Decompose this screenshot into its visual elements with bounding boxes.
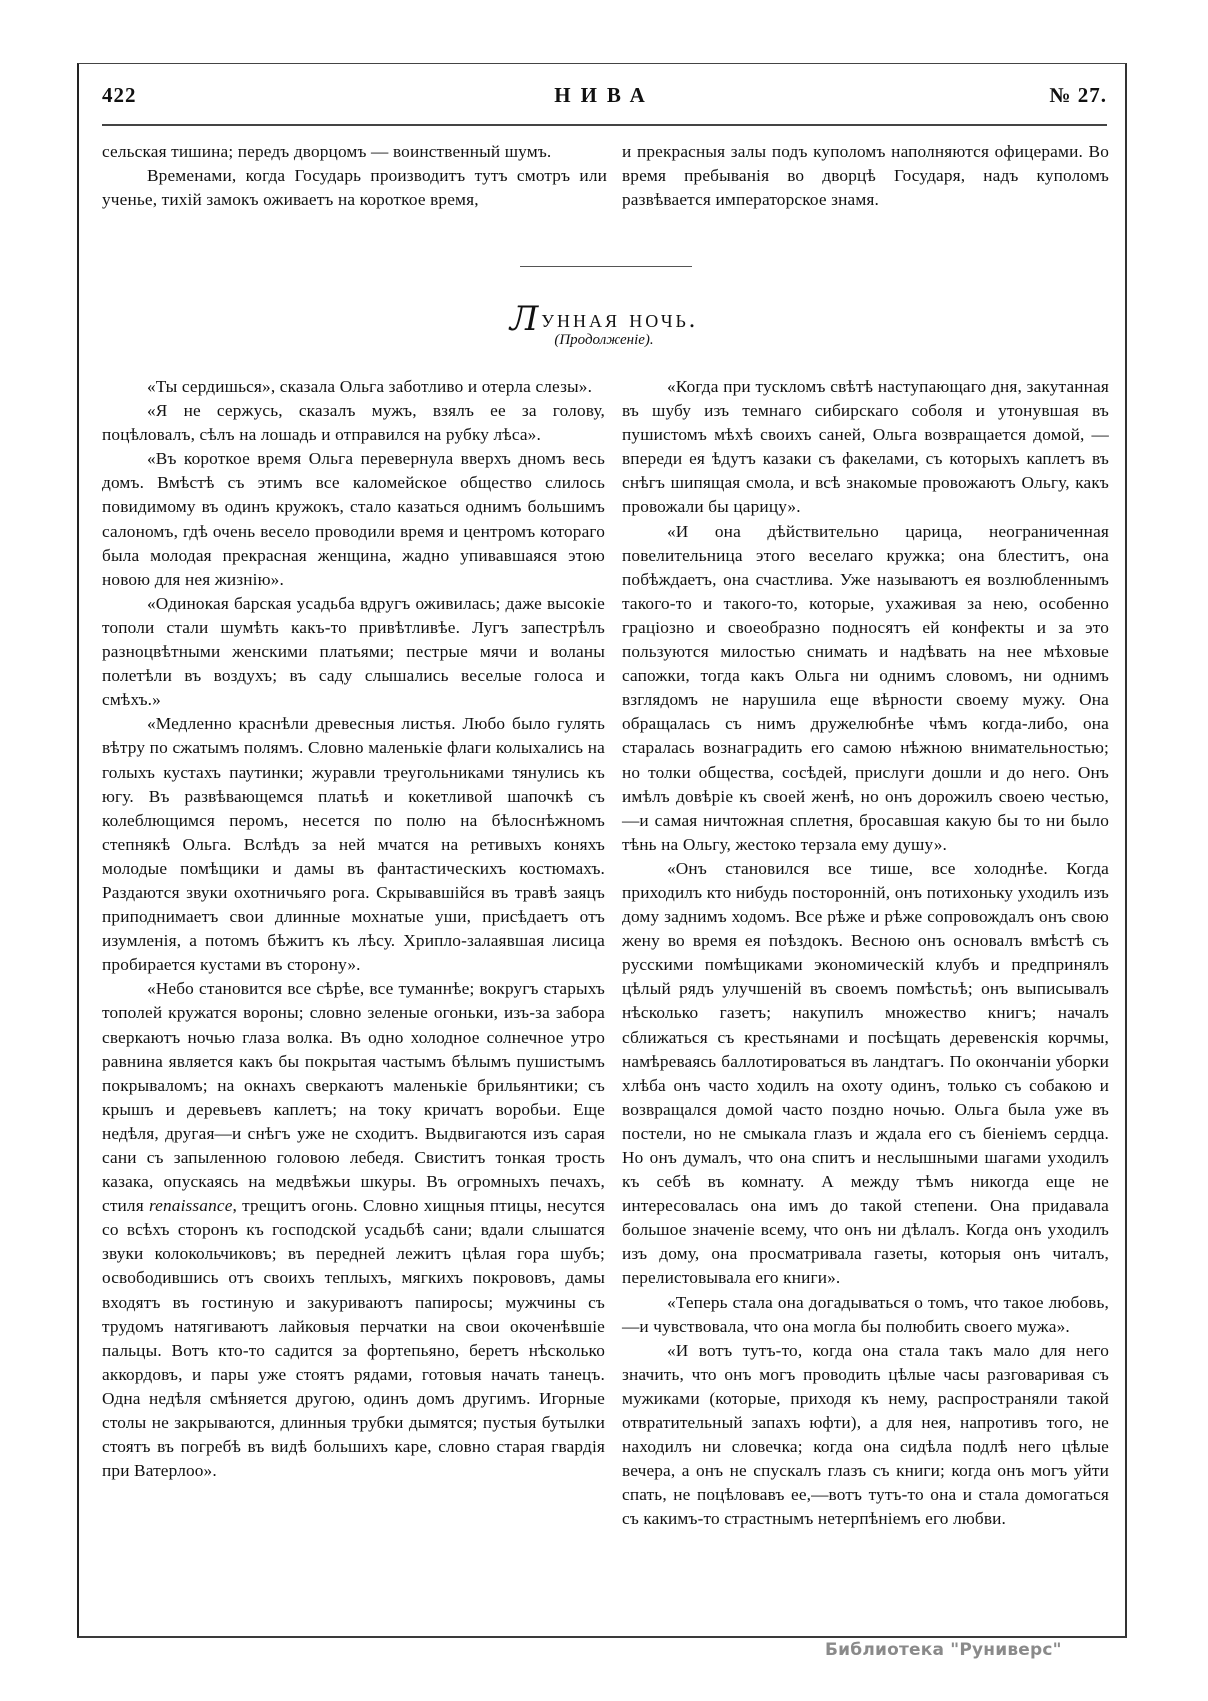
page-number: 422	[102, 83, 137, 107]
preceding-article-left-column	[102, 140, 607, 212]
title-initial: Л	[509, 299, 541, 339]
story-right-column	[622, 375, 1109, 1532]
header-rule	[102, 124, 1107, 126]
paragraph: «И вотъ тутъ-то, когда она стала такъ мало для него значить, что онъ могъ проводить цѣлые часы разговаривая съ мужиками (которые, приходя къ нему, распространяли такой отвратительный запахъ юфти), а для нея, напротивъ того, не находилъ ни словечка; когда она сидѣла подлѣ него цѣлые вечера, а онъ не спускалъ глазъ съ книги; когда онъ могъ уйти спать, не поцѣловавъ ее,—вотъ тутъ-то она и стала домогаться съ какимъ-то страстнымъ нетерпѣніемъ его любви.	[622, 1340, 1109, 1529]
story-title	[0, 296, 1208, 339]
paragraph: «Медленно краснѣли древесныя листья. Любо было гулять вѣтру по сжатымъ полямъ. Словно маленькіе флаги колыхались на голыхъ кустахъ паутинки; журавли треугольниками тянулись къ югу. Въ развѣвающемся платьѣ и кокетливой шапочкѣ съ колеблющимся перомъ, несется по полю на бѣлоснѣжномъ степнякѣ Ольга. Вслѣдъ за ней мчатся на ретивыхъ коняхъ молодые помѣщики и дамы въ фантастическихъ костюмахъ. Раздаются звуки охотничьяго рога. Скрывавшійся въ травѣ заяцъ приподнимаетъ свои длинные мохнатые уши, присѣдаетъ отъ изумленія, а потомъ бѣжитъ къ лѣсу. Хрипло-залаявшая лисица пробирается кустами въ сторону».	[102, 714, 605, 975]
story-left-column	[102, 375, 605, 1483]
paragraph: «Теперь стала она догадываться о томъ, что такое любовь,—и чувствовала, что она могла бы полюбить своего мужа».	[622, 1292, 1109, 1336]
italic-foreign-word: renaissance	[148, 1196, 233, 1216]
journal-title: НИВА	[554, 83, 655, 107]
running-head	[102, 83, 1107, 117]
paragraph: «Онъ становился все тише, все холоднѣе. Когда приходилъ кто нибудь посторонній, онъ потихоньку уходилъ изъ дому заднимъ ходомъ. Все рѣже и рѣже сопровождалъ онъ свою жену во время ея поѣздокъ. Весною онъ основалъ вмѣстѣ съ русскими помѣщиками экономическій клубъ и предпринялъ цѣлый рядъ улучшеній въ своемъ помѣстьѣ; онъ выписывалъ нѣсколько газетъ; накупилъ множество книгъ; началъ сближаться съ крестьянами и посѣщать деревенскія корчмы, намѣреваясь баллотироваться въ ландтагъ. По окончаніи уборки хлѣба онъ часто ходилъ на охоту одинъ, только съ собакою и возвращался домой часто поздно ночью. Ольга была уже въ постели, но не смыкала глазъ и ждала его съ біеніемъ сердца. Но онъ думалъ, что она спитъ и неслышными шагами уходилъ къ себѣ въ комнату. А между тѣмъ никогда еще не интересовалась она имъ до такой степени. Она придавала большое значеніе всему, что онъ ни дѣлалъ. Когда онъ уходилъ изъ дому, она просматривала газеты, которыя онъ читалъ, перелистовывала его книги».	[622, 858, 1109, 1288]
text-run: , трещитъ огонь. Словно хищныя птицы, несутся со всѣхъ сторонъ къ господской усадьбѣ сани; вдали слышатся звуки колокольчиковъ; въ передней лежитъ цѣлая гора шубъ; освободившись отъ своихъ теплыхъ, мягкихъ покрововъ, дамы входятъ въ гостиную и закуриваютъ папиросы; мужчины съ трудомъ натягиваютъ лайковыя перчатки на свои окоченѣвшіе пальцы. Вотъ кто-то садится за фортепьяно, беретъ нѣсколько аккордовъ, и пары уже стоятъ рядами, готовыя начать танецъ. Одна недѣля смѣняется другою, одинъ домъ другимъ. Игорные столы не закрываются, длинныя трубки дымятся; пустыя бутылки стоятъ въ погребѣ въ видѣ большихъ каре, словно старая гвардія при Ватерлоо».	[102, 1196, 605, 1481]
paragraph: «Когда при тускломъ свѣтѣ наступающаго дня, закутанная въ шубу изъ темнаго сибирскаго соболя и утонувшая въ пушистомъ мѣхѣ своихъ саней, Ольга возвращается домой, — впереди ея ѣдутъ казаки съ факелами, съ которыхъ каплетъ въ снѣгъ шипящая смола, и всѣ знакомые провожаютъ Ольгу, какъ провожали бы царицу».	[622, 377, 1109, 517]
paragraph: «И она дѣйствительно царица, неограниченная повелительница этого веселаго кружка; она блеститъ, она побѣждаетъ, она счастлива. Уже называютъ ея возлюбленнымъ такого-то и такого-то, которые, ухаживая за нею, особенно граціозно и своеобразно подносятъ ей конфекты и за это пользуются милостью снимать и надѣвать на нее мѣховые сапожки, тогда какъ Ольга ни однимъ словомъ, ни однимъ взглядомъ не нарушила еще вѣрности своему мужу. Она обращалась съ нимъ дружелюбнѣе чѣмъ когда-либо, она старалась вознаградить его самою нѣжною внимательностью; но толки общества, сосѣдей, прислуги дошли и до него. Онъ имѣлъ довѣріе къ своей женѣ, но онъ дорожилъ своею честью,—и самая ничтожная сплетня, бросавшая какую бы то ни было тѣнь на Ольгу, жестоко терзала ему душу».	[622, 521, 1109, 854]
paragraph: сельская тишина; передъ дворцомъ — воинственный шумъ.	[102, 142, 552, 161]
preceding-article-right-column	[622, 140, 1109, 212]
paragraph: и прекрасныя залы подъ куполомъ наполняются офицерами. Во время пребыванія во дворцѣ Государя, надъ куполомъ развѣвается императорское знамя.	[622, 142, 1109, 210]
section-divider	[520, 266, 692, 267]
paragraph: «Въ короткое время Ольга перевернула вверхъ дномъ весь домъ. Вмѣстѣ съ этимъ все каломейское общество слилось повидимому въ одинъ кружокъ, стало казаться однимъ большимъ салономъ, гдѣ очень весело проводили время и центромъ котораго была молодая прекрасная женщина, жадно упивавшаяся этою новою для нея жизнію».	[102, 449, 605, 589]
story-subtitle: (Продолженіе).	[554, 332, 654, 348]
paragraph: Временами, когда Государь производитъ тутъ смотръ или ученье, тихій замокъ оживаетъ на короткое время,	[102, 166, 607, 210]
text-run: «Небо становится все сѣрѣе, все туманнѣе; вокругъ старыхъ тополей кружатся вороны; словно зеленые огоньки, изъ-за забора сверкаютъ ночью глаза волка. Въ одно холодное солнечное утро равнина является какъ бы покрытая частымъ бѣлымъ пушистымъ покрываломъ; на окнахъ сверкаютъ маленькіе брильянтики; съ крышъ и деревьевъ каплетъ; на току кричатъ воробьи. Еще недѣля, другая—и снѣгъ уже не сходитъ. Выдвигаются изъ сарая сани съ запыленною головою лебедя. Свиститъ тонкая трость казака, опускаясь на медвѣжьи шкуры. Въ огромныхъ печахъ, стиля	[102, 979, 605, 1216]
paragraph	[102, 977, 605, 1483]
paragraph: «Одинокая барская усадьба вдругъ оживилась; даже высокіе тополи стали шумѣть какъ-то привѣтливѣе. Лугъ запестрѣлъ разноцвѣтными женскими платьями; пестрые мячи и воланы полетѣли въ воздухъ; въ саду слышались веселые голоса и смѣхъ.»	[102, 593, 605, 710]
paragraph: «Я не сержусь, сказалъ мужъ, взялъ ее за голову, поцѣловалъ, сѣлъ на лошадь и отправился на рубку лѣса».	[102, 401, 605, 445]
paragraph: «Ты сердишься», сказала Ольга заботливо и отерла слезы».	[147, 377, 593, 396]
issue-number: № 27.	[1049, 83, 1107, 107]
library-watermark: Библиотека "Руниверс"	[825, 1640, 1062, 1660]
title-rest: унная ночь.	[541, 306, 699, 333]
